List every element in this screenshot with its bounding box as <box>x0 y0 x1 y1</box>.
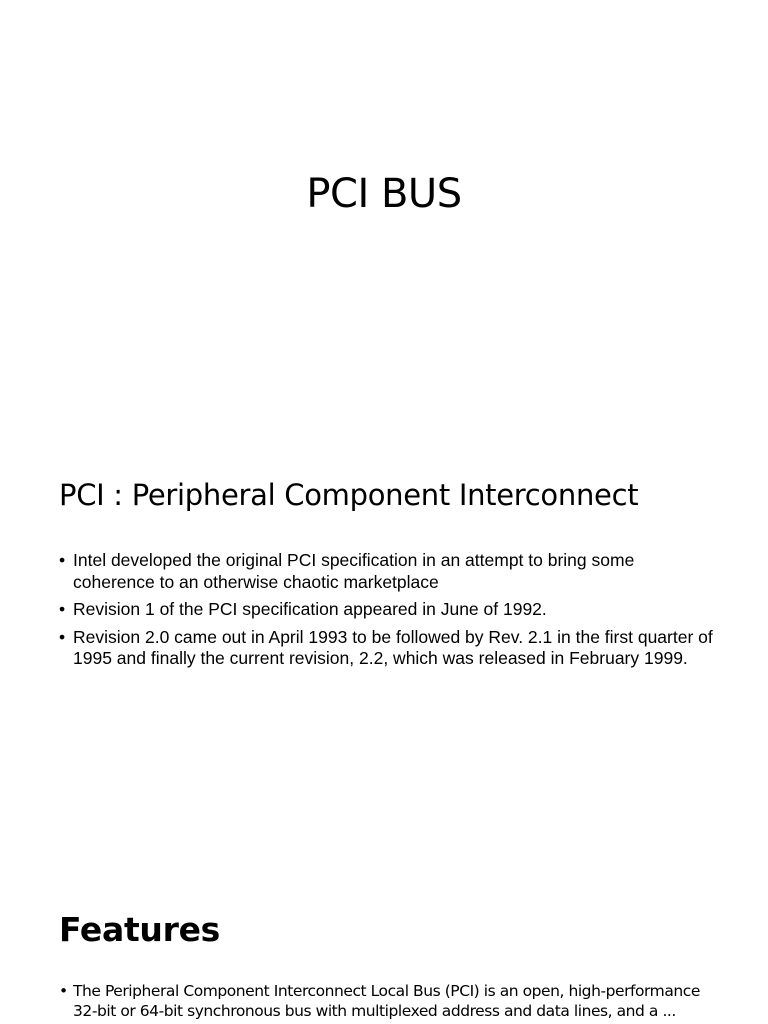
bullet-marker: • <box>59 982 68 1000</box>
slide-title <box>0 0 768 440</box>
bullet-text: The Peripheral Component Interconnect Local Bus (PCI) is an open, high-performance 32-bit or 64-bit synchronous bus with multiplexed address and data lines, and a ... <box>73 982 700 1020</box>
bullet-marker: • <box>59 626 66 647</box>
bullet-marker: • <box>59 599 66 619</box>
list-item <box>59 981 727 1021</box>
slide-pci-intro <box>0 440 768 880</box>
list-item <box>59 599 719 621</box>
bullet-list <box>59 550 719 676</box>
slide-title-text: PCI BUS <box>306 171 462 217</box>
slide-heading: Features <box>59 910 221 949</box>
bullet-text: Intel developed the original PCI specification in an attempt to bring some coherence to an otherwise chaotic marketplace <box>73 550 635 592</box>
bullet-marker: • <box>59 550 66 570</box>
slide-features <box>0 880 768 1024</box>
bullet-list <box>59 981 727 1024</box>
slide-heading: PCI : Peripheral Component Interconnect <box>59 478 639 512</box>
list-item <box>59 550 719 593</box>
bullet-text: Revision 1 of the PCI specification appeared in June of 1992. <box>73 599 547 619</box>
bullet-text: Revision 2.0 came out in April 1993 to be followed by Rev. 2.1 in the first quarter of 1995 and finally the current revision, 2.2, which was released in February 1999. <box>73 626 713 668</box>
list-item <box>59 627 719 670</box>
